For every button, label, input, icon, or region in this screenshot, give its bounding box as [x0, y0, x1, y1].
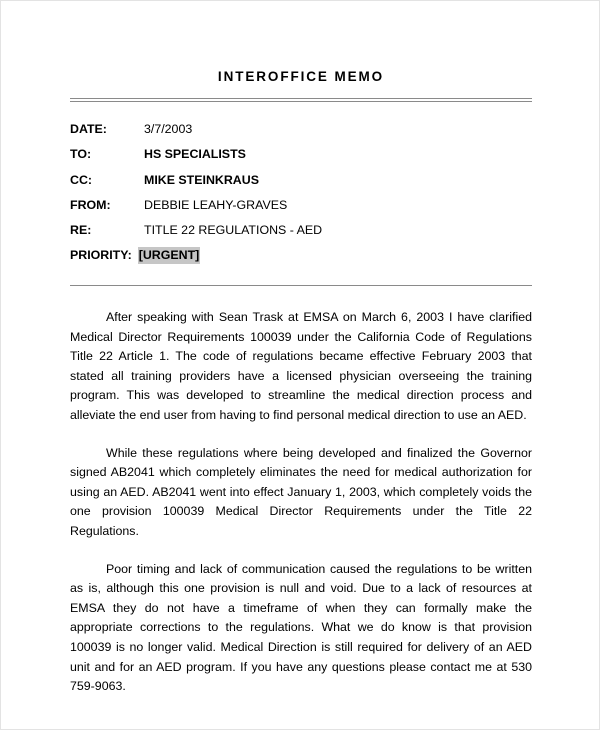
memo-field-label: FROM:	[70, 197, 111, 212]
memo-field-value: MIKE STEINKRAUS	[144, 172, 259, 187]
memo-field-row	[70, 197, 532, 214]
memo-field-row	[70, 222, 532, 239]
memo-header-fields	[70, 121, 532, 264]
memo-field-row	[70, 247, 532, 264]
memo-field-value: HS SPECIALISTS	[144, 147, 246, 162]
memo-field-value: DEBBIE LEAHY-GRAVES	[144, 197, 288, 212]
memo-field-row	[70, 121, 532, 138]
memo-paragraph: Poor timing and lack of communication caused the regulations to be written as is, although this one provision is null and void. Due to a lack of resources at EMSA they do not have a timeframe of when they can formally make the appropriate corrections to the regulations. What we do know is that provision 100039 is no longer valid. Medical Direction is still required for delivery of an AED unit and for an AED program. If you have any questions please contact me at 530 759-9063.	[70, 561, 532, 694]
title-divider-double	[70, 98, 532, 102]
memo-field-label: TO:	[70, 147, 92, 162]
memo-paragraph: While these regulations where being developed and finalized the Governor signed AB2041 which completely eliminates the need for medical authorization for using an AED. AB2041 went into effect January 1, 2003, which completely voids the one provision 100039 Medical Director Requirements under the Title 22 Regulations.	[70, 445, 532, 539]
memo-paragraph: After speaking with Sean Trask at EMSA on March 6, 2003 I have clarified Medical Director Requirements 100039 under the California Code of Regulations Title 22 Article 1. The code of regulations became effective February 2003 that stated all training providers have a licensed physician overseeing the training program. This was developed to streamline the medical direction process and alleviate the end user from having to find personal medical direction to use an AED.	[70, 310, 532, 423]
memo-field-row	[70, 146, 532, 163]
memo-field-label: RE:	[70, 223, 92, 238]
memo-sheet	[70, 1, 532, 697]
status-badge: [URGENT]	[138, 248, 200, 263]
header-divider-single	[70, 285, 532, 286]
memo-field-value: 3/7/2003	[144, 122, 193, 137]
memo-field-value: TITLE 22 REGULATIONS - AED	[144, 223, 323, 238]
memo-field-label: PRIORITY:	[70, 248, 132, 263]
memo-body	[70, 308, 532, 697]
memo-field-row	[70, 172, 532, 189]
memo-field-label: DATE:	[70, 122, 107, 137]
memo-field-label: CC:	[70, 172, 93, 187]
page-title: INTEROFFICE MEMO	[217, 69, 385, 84]
